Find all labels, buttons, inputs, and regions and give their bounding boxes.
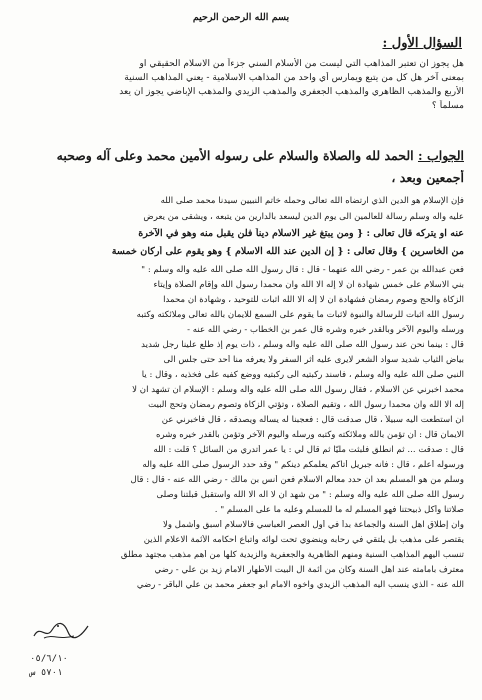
answer-line: يقتصر على مذهب بل يلتقي في رحابه وينضوي تحت لوائه واتباع احكامه الأئمة الاعلام الذين — [143, 535, 464, 545]
answer-line: محمد اخبرني عن الاسلام ، فقال رسول الله صلى الله عليه وآله وسلم : الإسلام ان تشهد ان لا — [132, 385, 464, 395]
answer-line: الله عنه - الذي ينسب اليه المذهب الزيدي واخوه الامام ابو جعفر محمد بن علي الباقر - رضي — [136, 580, 464, 590]
answer-line: الايمان قال : أن تؤمن بالله وملائكته وكتبه ورسله واليوم الآخر وتؤمن بالقدر خيره وشره — [155, 430, 464, 440]
answer-line: ان استطعت اليه سبيلاً ، قال صدقت قال : فعجبنا له يسأله ويصدقه ، قال فاخبرني عن — [161, 415, 464, 425]
answer-line: قال : صدقت ... ثم انطلق فلبثت مليّاً ثم قال لي : يا عمر أتدري من السائل ؟ قلت : الله — [153, 445, 464, 455]
answer-line: معترف بامامته عند اهل السنة وكان من أئمة آل البيت الأطهار الامام زيد بن علي - رضي — [154, 565, 464, 575]
footer-date: ٠٥/٦/١٠ — [30, 654, 68, 664]
answer-line: وسلم من هو المسلم بعد ان حدد معالم الاسلام فعن أنس بن مالك - رضي الله عنه - قال : قال — [130, 475, 464, 485]
answer-line: وان إطلاق اهل السنة والجماعة بدأ في أول العصر العباسي فالاسلام أسبق وأشمل ولا — [162, 520, 464, 530]
question-line: بمعنى آخر هل كل من يتبع ويمارس أي واحد من المذاهب الاسلامية - يعني المذاهب السنية — [124, 72, 464, 83]
answer-heading — [18, 148, 464, 163]
answer-line: فعن عبدالله بن عمر - رضي الله عنهما - قال : قال رسول الله صلى الله عليه وآله وسلم : " — [141, 265, 464, 275]
answer-praise: الحمد لله والصلاة والسلام على رسوله الأمين محمد وعلى آله وصحبه — [56, 148, 414, 163]
answer-line-verse: من الخاسرين } وقال تعالى : { إن الدين عند الله الاسلام } وهو يقوم على أركان خمسة — [111, 246, 464, 257]
answer-line: فإن الإسلام هو الدين الذي ارتضاه الله تعالى وحمله خاتم النبيين سيدنا محمد صلى الله — [160, 196, 464, 206]
answer-line: تنسب اليهم المذاهب السنية ومنهم الظاهرية والجعفرية والزيدية كلها من أهم مذهب مجتهد مطلق — [120, 550, 464, 560]
question-title: السؤال الأول : — [382, 36, 462, 51]
handwritten-signature — [30, 618, 92, 644]
answer-line: رسول الله صلى الله عليه وآله وسلم : " من شهد ان لا اله الا الله واستقبل قبلتنا وصلى — [156, 490, 464, 500]
answer-line: قال : بينما نحن عند رسول الله صلى الله عليه وآله وسلم ، ذات يوم إذ طلع علينا رجل شديد — [141, 340, 464, 350]
answer-line: بياض الثياب شديد سواد الشعر لايرى عليه أثر السفر ولا يعرفه منا أحد حتى جلس الى — [163, 355, 464, 365]
answer-line: النبي صلى الله عليه وآله وسلم ، فاسند ركبتيه الى ركبتيه ووضع كفيه على فخذيه ، وقال : يا — [141, 370, 464, 380]
answer-label: الجواب : — [417, 148, 464, 163]
answer-heading-line2: أجمعين وبعد ، — [391, 170, 464, 185]
question-line: الأربع والمذهب الظاهري والمذهب الجعفري والمذهب الزيدي والمذهب الإباضي يجوز ان يعد — [119, 86, 464, 97]
answer-line: عليه وآله وسلم رسالة للعالمين الى يوم الدين ليسعد بالدارين من يتبعه ، ويشقى من يعرض — [143, 212, 464, 222]
answer-line-verse: عنه او يتركه قال تعالى : { ومن يبتغ غير الاسلام ديناً فلن يقبل منه وهو في الآخرة — [138, 228, 464, 239]
answer-line: الزكاة والحج وصوم رمضان فشهادة ان لا إله الا الله اثبات للتوحيد ، وشهادة ان محمداً — [163, 295, 464, 305]
basmala-header: بسم الله الرحمن الرحيم — [192, 12, 290, 23]
answer-line: ورسوله أعلم ، قال : فانه جبريل أتاكم يعلمكم دينكم " وقد حدد الرسول صلى الله عليه وآله — [142, 460, 464, 470]
answer-line: رسول الله اثبات للرسالة والنبوة لاثبات ما يقوم على السمع للايمان بالله تعالى وملائكته وكتبه — [136, 310, 464, 320]
question-line: هل يجوز ان تعتبر المذاهب التي ليست من الأسلام السني جزءاً من الاسلام الحقيقي او — [139, 58, 464, 69]
footer-page-ref: ٥٧٠١ س — [30, 668, 63, 678]
answer-line: إله الا الله وان محمداً رسول الله ، وتقيم الصلاة ، وتؤتي الزكاة وتصوم رمضان وتحج البيت — [148, 400, 464, 410]
question-line: مسلماً ؟ — [431, 100, 464, 111]
answer-line: بني الاسلام على خمس شهادة ان لا إله الا الله وان محمداً رسول الله وإقام الصلاة وإيتاء — [153, 280, 464, 290]
answer-line: صلاتنا وأكل ذبيحتنا فهو المسلم له ما للمسلم وعليه ما على المسلم " . — [214, 505, 464, 515]
answer-line: ورسله واليوم الآخر وبالقدر خيره وشره قال عمر بن الخطاب - رضي الله عنه - — [187, 325, 464, 335]
